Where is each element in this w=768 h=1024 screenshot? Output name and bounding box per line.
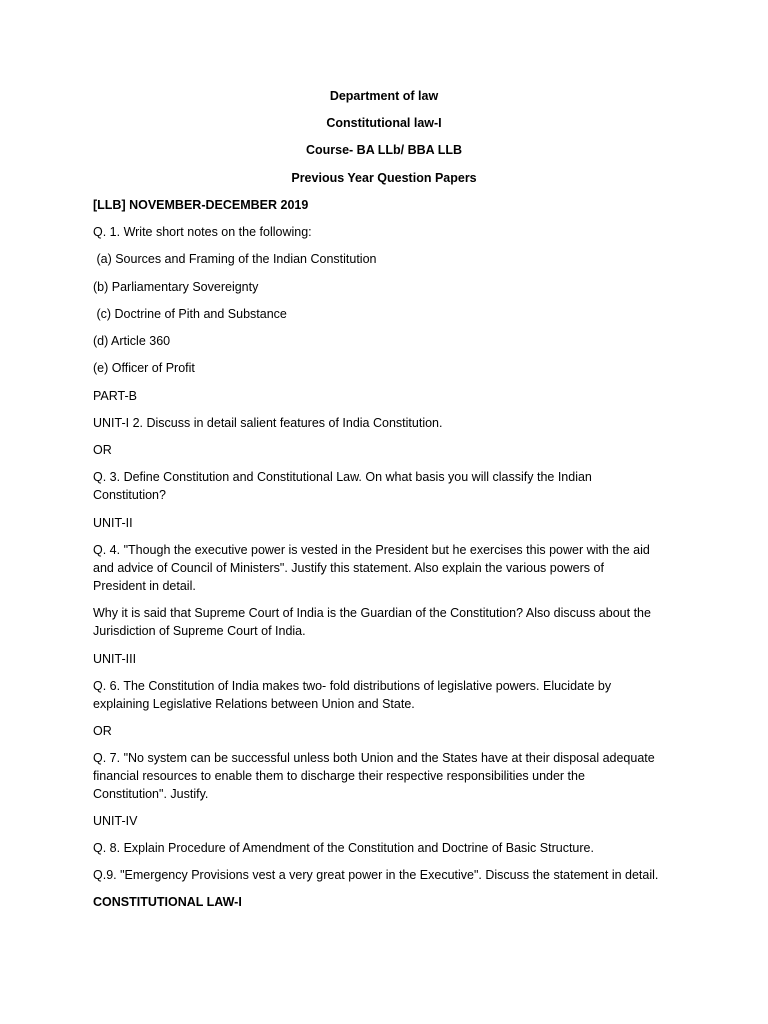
question-4 xyxy=(93,541,683,595)
unit-3-or: OR xyxy=(93,724,112,738)
question-1-prompt: Q. 1. Write short notes on the following: xyxy=(93,225,312,239)
unit-1-or: OR xyxy=(93,443,112,457)
question-5 xyxy=(93,604,683,640)
unit-4-heading: UNIT-IV xyxy=(93,814,138,828)
question-4-line-1: Q. 4. "Though the executive power is vested in the President but he exercises this power with the aid xyxy=(93,543,650,557)
course-heading: Course- BA LLb/ BBA LLB xyxy=(305,143,462,157)
department-heading: Department of law xyxy=(329,89,439,103)
question-3-line-2: Constitution? xyxy=(93,488,166,502)
question-5-line-1: Why it is said that Supreme Court of India is the Guardian of the Constitution? Also discuss about the xyxy=(93,606,651,620)
question-6-line-2: explaining Legislative Relations between Union and State. xyxy=(93,697,415,711)
question-6 xyxy=(93,677,683,713)
question-7 xyxy=(93,749,683,803)
unit-3-heading: UNIT-III xyxy=(93,652,137,666)
papers-heading: Previous Year Question Papers xyxy=(291,171,477,185)
footer-heading: CONSTITUTIONAL LAW-I xyxy=(93,895,242,909)
part-b-heading: PART-B xyxy=(93,389,137,403)
question-1-item-d: (d) Article 360 xyxy=(93,334,171,348)
unit-2-heading: UNIT-II xyxy=(93,516,133,530)
unit-1-question-2: UNIT-I 2. Discuss in detail salient features of India Constitution. xyxy=(93,416,443,430)
question-3-line-1: Q. 3. Define Constitution and Constitutional Law. On what basis you will classify the Indian xyxy=(93,470,592,484)
question-1-item-a: (a) Sources and Framing of the Indian Constitution xyxy=(93,252,377,266)
subject-heading: Constitutional law-I xyxy=(326,116,442,130)
question-1-item-b: (b) Parliamentary Sovereignty xyxy=(93,280,259,294)
question-3 xyxy=(93,468,683,504)
question-8: Q. 8. Explain Procedure of Amendment of the Constitution and Doctrine of Basic Structure. xyxy=(93,841,594,855)
exam-session: [LLB] NOVEMBER-DECEMBER 2019 xyxy=(93,198,309,212)
question-7-line-1: Q. 7. "No system can be successful unless both Union and the States have at their disposal adequate xyxy=(93,751,655,765)
question-1-item-e: (e) Officer of Profit xyxy=(93,361,195,375)
question-5-line-2: Jurisdiction of Supreme Court of India. xyxy=(93,624,306,638)
question-4-line-2: and advice of Council of Ministers". Justify this statement. Also explain the various powers of xyxy=(93,561,604,575)
question-7-line-3: Constitution". Justify. xyxy=(93,787,209,801)
question-7-line-2: financial resources to enable them to discharge their respective responsibilities under the xyxy=(93,769,585,783)
question-1-item-c: (c) Doctrine of Pith and Substance xyxy=(93,307,287,321)
question-9: Q.9. "Emergency Provisions vest a very great power in the Executive". Discuss the statement in detail. xyxy=(93,868,659,882)
question-4-line-3: President in detail. xyxy=(93,579,196,593)
question-6-line-1: Q. 6. The Constitution of India makes two- fold distributions of legislative powers. Elucidate by xyxy=(93,679,612,693)
